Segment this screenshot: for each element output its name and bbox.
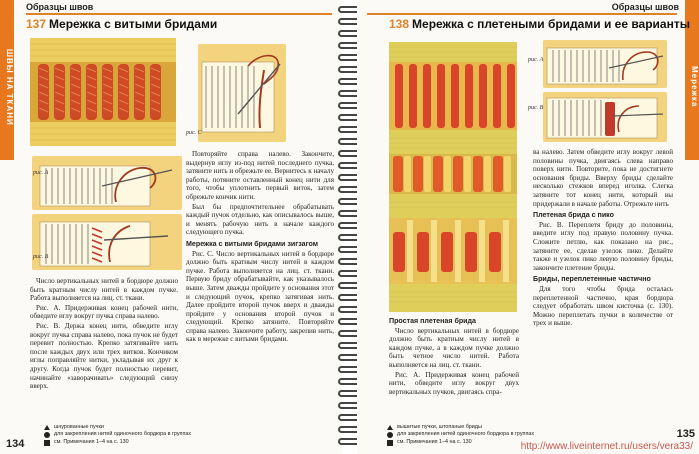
left-page — [0, 0, 342, 454]
right-col2-sub1-title: Плетеная брида с пико — [533, 211, 614, 220]
left-col2-sub-title: Мережка с витыми бридами зигзагом — [186, 239, 318, 248]
left-col1-text — [30, 277, 178, 392]
header-rule-left — [26, 13, 332, 15]
running-head-right: Образцы швов — [611, 2, 679, 12]
fig-a-label: рис. А — [33, 170, 49, 176]
legend-left — [44, 424, 264, 446]
photo-caption-para-1: Число вертикальных нитей в бордюре должно быть кратным числу нитей в каждом пучке, а в каждом пучке должно быть четное число нитей. Работа выполняется на лиц. ст. ткани. — [389, 326, 519, 369]
legend-row — [387, 431, 607, 438]
page-number-left: 134 — [6, 438, 25, 450]
circle-icon — [44, 432, 50, 438]
side-tab-left: ШВЫ НА ТКАНИ — [0, 0, 14, 160]
left-col1-para-3: Рис. В. Держа конец нити, обведите иглу вокруг пучка справа налево, пока пучок не будет перевит полностью. Крепко затягивайте нить после каждых двух или трех витков. Кончиком иглы поправляйте нитки, укладывая их друг к другу. Когда пучок будет полностью перевит, начинайте «заворачивать» следующий снизу вверх. — [30, 321, 178, 391]
right-col2-para-1: ва налево. Затем обведите иглу вокруг левой половины пучка, двигаясь слева направо поверх нити. Повторите, пока не достигнете основания бриды. Вверху бриды сделайте несколько стежков вперед иголка. Слегка затяните тот конец нити, который вы придержали в начале работы. Отрежьте нить — [533, 148, 673, 208]
right-col2-sub1-text: Рис. В. Переплетя бриду до половины, введите иглу под правую половину пучка. Сложите петлю, как показано на рис., затяните ее, сделав узелок пико. Делайте также и узелок пико левую половину бриды, закончите плетение бриды. — [533, 220, 673, 272]
section-title-text: Мережка с плетеными бридами и ее варианты — [412, 17, 690, 31]
figure-a-right-drawing — [543, 40, 667, 88]
running-head-left: Образцы швов — [26, 2, 94, 12]
legend-row — [44, 439, 264, 446]
figure-b — [32, 214, 182, 270]
fig-b-label: рис. В — [33, 254, 49, 260]
header-rule-right — [367, 13, 677, 15]
legend-text: для закрепления нитей одиночного бордюра в группах — [397, 431, 535, 438]
section-number: 138 — [389, 17, 410, 31]
left-col1-para-1: Число вертикальных нитей в бордюре должно быть кратным числу нитей в каждом пучке. Работа выполняется на лиц. ст. ткани. — [30, 277, 178, 303]
triangle-icon — [387, 425, 393, 430]
figure-a-drawing — [32, 156, 182, 210]
figure-a-right — [543, 40, 667, 88]
section-title-138 — [389, 17, 690, 31]
right-col2-sub2-title: Бриды, переплетенные частично — [533, 275, 651, 284]
right-col1-text — [389, 317, 519, 397]
right-page — [357, 0, 699, 454]
triangle-icon — [44, 425, 50, 430]
square-icon — [44, 440, 50, 446]
watermark-url: http://www.liveinternet.ru/users/vera33/ — [520, 441, 693, 452]
figure-c-drawing — [198, 44, 286, 142]
photo-twisted-bars-image — [30, 38, 176, 146]
photo-woven-bars — [389, 42, 517, 312]
circle-icon — [387, 432, 393, 438]
left-col2-sub-text: Рис. С. Число вертикальных нитей в бордюре должно быть кратным числу нитей в каждом пучке. Работа выполняется на лиц. ст. ткани. Первую бриду обрабатывайте, как указывалось выше. Затем дважды пройдите у основания этот и следующий пучок, крепко затягивая нить. Далее пройдите второй пучок вверх и дважды пройдите у основания второй пучок и следующий. Крепко затяните. Повторяйте справа налево. Закончите работу, закрепив нить, как в мережке с витыми бридами. — [186, 249, 334, 344]
figure-a — [32, 156, 182, 210]
right-col2-text — [533, 148, 673, 329]
side-tab-right: Мережка — [685, 0, 699, 160]
photo-woven-bars-image — [389, 42, 517, 312]
legend-row — [44, 431, 264, 438]
photo-caption-para-2: Рис. А. Придерживая конец рабочей нити, обведите иглу вокруг двух вертикальных пучков, двигаясь спра- — [389, 370, 519, 396]
figure-b-drawing — [32, 214, 182, 270]
photo-twisted-bars — [30, 38, 176, 146]
right-col2-sub2-text: Для того чтобы брида осталась переплетенной частично, края бордюра следует обработать швом кисточка (с. 130). Можно переплетать пучки в количестве от трех и выше. — [533, 284, 673, 328]
fig-b-right-label: рис. В — [528, 105, 544, 111]
left-col2-para-2: Был бы предпочтительнее обрабатывать каждый пучок отдельно, как описывалось выше, и менять рабочую нить в начале каждого следующего пучка. — [186, 202, 334, 237]
fig-a-right-label: рис. А — [528, 57, 544, 63]
legend-text: шнурованные пучки — [54, 424, 104, 430]
section-number: 137 — [26, 17, 47, 31]
figure-b-right-drawing — [543, 92, 667, 142]
photo-caption-title: Простая плетеная брида — [389, 317, 476, 325]
left-col1-para-2: Рис. А. Придерживая конец рабочей нити, обведите иглу вокруг пучка справа налево. — [30, 303, 178, 321]
legend-text: вышитые пучки, штопаные бриды — [397, 424, 482, 430]
section-title-137 — [26, 17, 217, 31]
left-col2-para-1: Повторяйте справа налево. Закончите, выдернув иглу из-под нитей последнего пучка, затяните нить и обрежьте ее. Вернитесь к началу работы, потяните оставленный конец нити для того, чтобы уплотнить первый виток, затем обрежьте кончик нити. — [186, 150, 334, 201]
left-col2-text — [186, 150, 334, 345]
legend-text: см. Примечания 1–4 на с. 130 — [54, 438, 129, 445]
figure-b-right — [543, 92, 667, 142]
figure-c — [198, 44, 286, 142]
section-title-text: Мережка с витыми бридами — [49, 17, 218, 31]
square-icon — [387, 440, 393, 446]
legend-text: см. Примечания 1–4 на с. 130 — [397, 438, 472, 445]
legend-text: для закрепления нитей одиночного бордюра в группах — [54, 431, 192, 438]
page-number-right: 135 — [676, 428, 695, 440]
fig-c-label: рис. С — [186, 130, 202, 136]
